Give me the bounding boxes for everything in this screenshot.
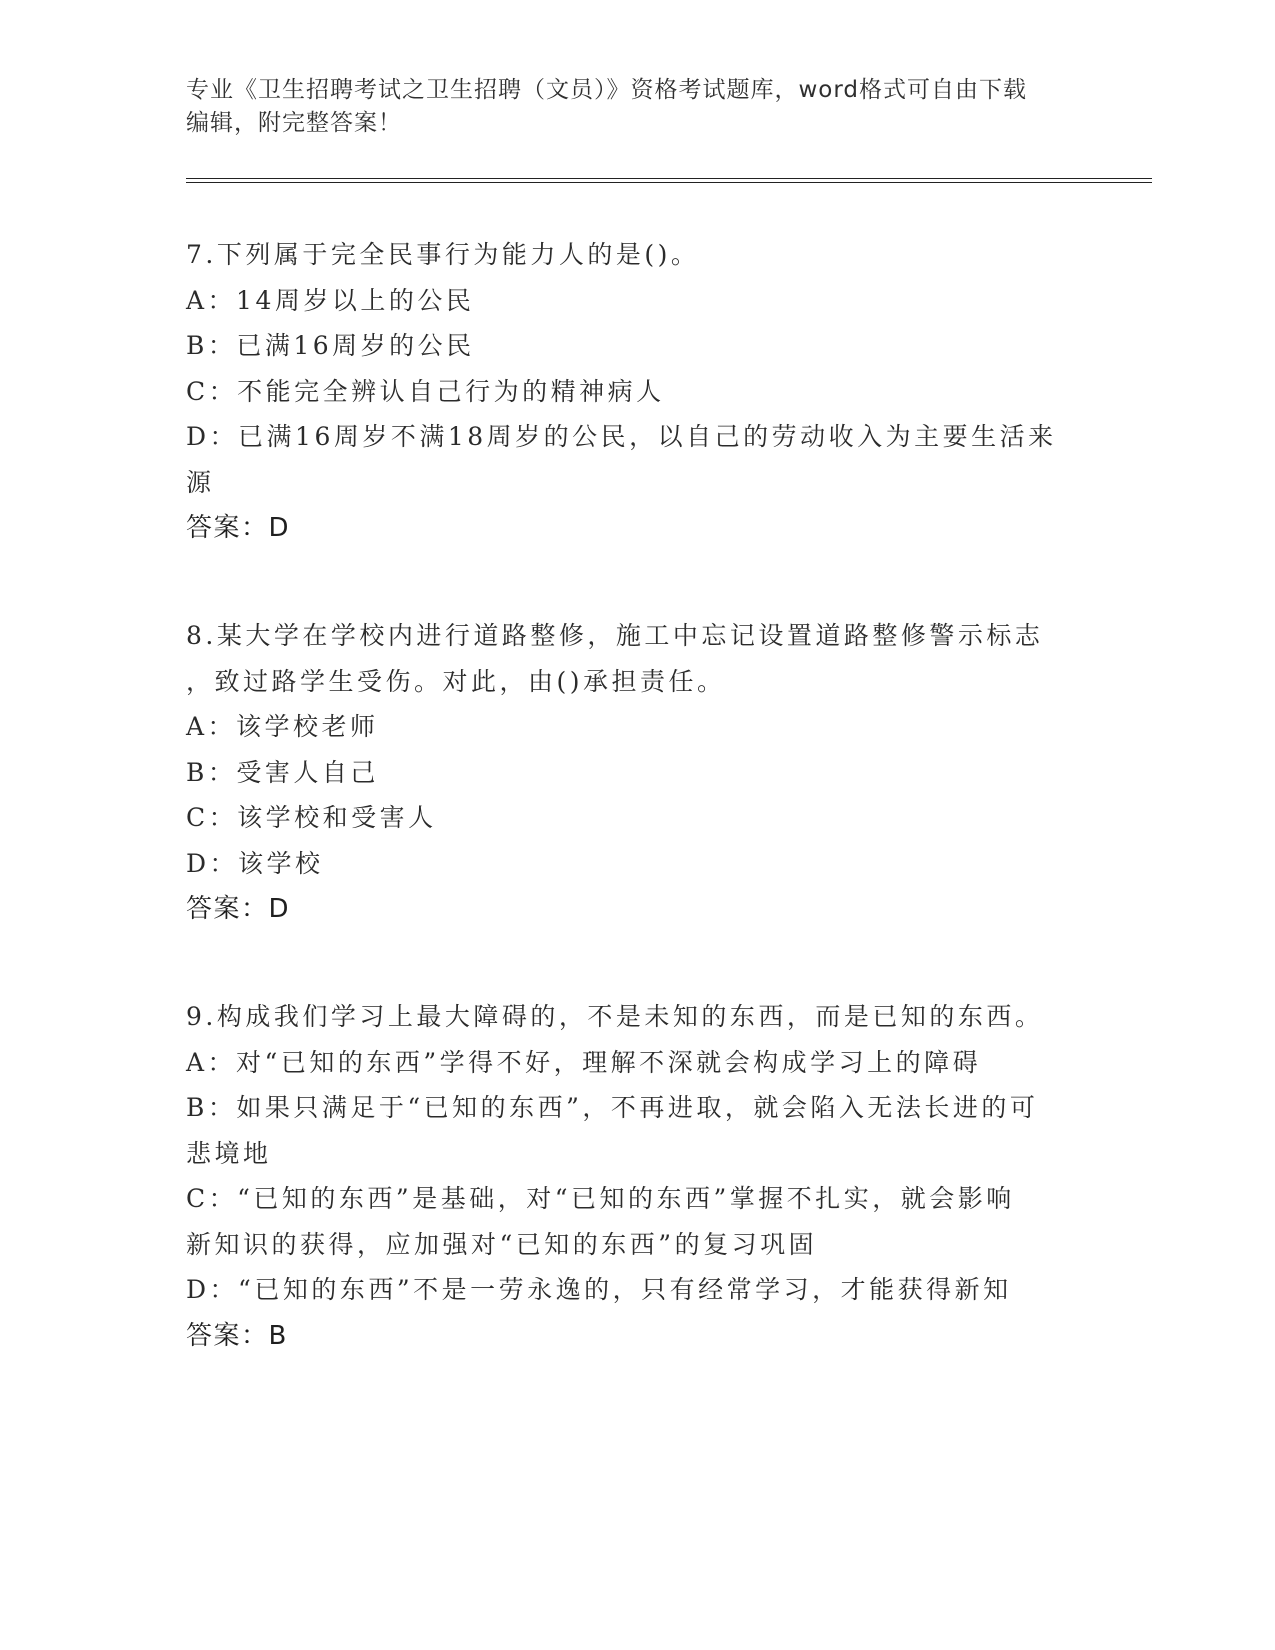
question-stem: 8.某大学在学校内进行道路整修，施工中忘记设置道路整修警示标志: [186, 621, 1044, 650]
option-c: C：该学校和受害人: [186, 803, 437, 832]
option-a: A：该学校老师: [186, 712, 379, 741]
header-divider-top: [186, 178, 1152, 179]
question-spacer: [186, 952, 1086, 994]
document-header: [186, 74, 1086, 140]
question-stem: 9.构成我们学习上最大障碍的，不是未知的东西，而是已知的东西。: [186, 1002, 1044, 1031]
question-spacer: [186, 571, 1086, 613]
option-b-continued: 悲境地: [186, 1138, 272, 1168]
option-a: A：14周岁以上的公民: [186, 285, 475, 315]
option-b: B：已满16周岁的公民: [186, 331, 475, 360]
question-stem: 7.下列属于完全民事行为能力人的是()。: [186, 240, 700, 269]
header-line-1: 专业《卫生招聘考试之卫生招聘（文员）》资格考试题库，word格式可自由下载: [186, 77, 1028, 103]
option-d: D：该学校: [186, 848, 324, 878]
option-d: D：已满16周岁不满18周岁的公民，以自己的劳动收入为主要生活来: [186, 422, 1057, 451]
header-divider-bottom: [186, 182, 1152, 183]
option-b: B：如果只满足于“已知的东西”，不再进取，就会陷入无法长进的可: [186, 1093, 1039, 1122]
header-line-2: 编辑，附完整答案！: [186, 110, 402, 136]
option-b: B：受害人自己: [186, 757, 379, 787]
answer-label: 答案：D: [186, 894, 291, 924]
question-stem-continued: ，致过路学生受伤。对此，由()承担责任。: [186, 666, 726, 696]
option-d-continued: 源: [186, 467, 215, 497]
option-c: C：不能完全辨认自己行为的精神病人: [186, 376, 665, 406]
option-a: A：对“已知的东西”学得不好，理解不深就会构成学习上的障碍: [186, 1047, 982, 1077]
question-7: [186, 232, 1086, 551]
question-8: [186, 613, 1086, 932]
answer-label: 答案：B: [186, 1320, 288, 1351]
question-list: [186, 232, 1086, 1379]
option-c-continued: 新知识的获得，应加强对“已知的东西”的复习巩固: [186, 1229, 818, 1259]
option-d: D：“已知的东西”不是一劳永逸的，只有经常学习，才能获得新知: [186, 1275, 1012, 1304]
answer-label: 答案：D: [186, 513, 291, 543]
option-c: C：“已知的东西”是基础，对“已知的东西”掌握不扎实，就会影响: [186, 1184, 1015, 1213]
question-9: [186, 994, 1086, 1359]
